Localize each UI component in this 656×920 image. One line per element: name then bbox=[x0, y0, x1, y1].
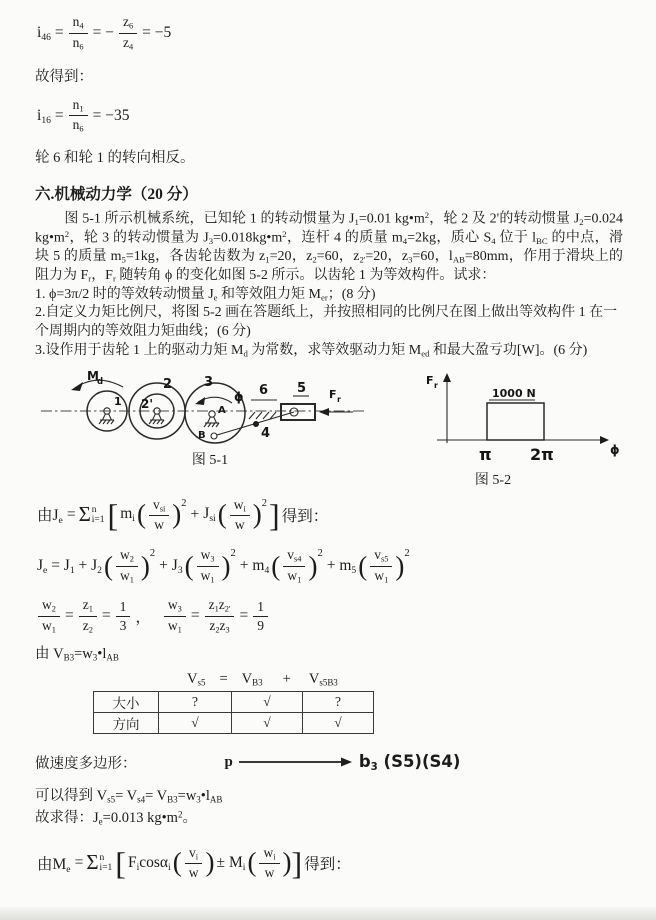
direction-vs5: √ bbox=[159, 712, 232, 733]
fraction-denominator: 3 bbox=[119, 617, 127, 633]
equals-sign: = bbox=[219, 670, 228, 687]
question-1: 1. ϕ=3π/2 时的等效转动惯量 $J_e$ 和等效阻力矩 $M_{er}$；(8 分) bbox=[35, 286, 376, 303]
je-sum-lead: 由$J_e$ bbox=[37, 507, 63, 527]
figure-5-1 bbox=[35, 367, 385, 469]
magnitude-vs5: ? bbox=[159, 691, 232, 712]
fraction-wi-w bbox=[230, 497, 250, 534]
fraction-w3-w1 bbox=[197, 547, 219, 585]
left-paren: ( bbox=[217, 499, 227, 530]
fraction-denominator: $w_1$ bbox=[200, 567, 215, 585]
term-fi-cos: $F_i\cos\alpha_i$ bbox=[127, 853, 171, 873]
right-paren: ) bbox=[308, 550, 318, 581]
question-2: 2.自定义力矩比例尺，将图 5-2 画在答题纸上，并按照相同的比例尺在图上做出等效构件 1 在一个周期内的等效阻力矩曲线；(6 分) bbox=[35, 305, 618, 340]
direction-vs5b3: √ bbox=[303, 712, 374, 733]
force-step-rect bbox=[487, 403, 544, 440]
fraction-numerator: $v_i$ bbox=[185, 845, 202, 865]
fraction-numerator: $v_{s5}$ bbox=[370, 547, 392, 567]
direction-vb3: √ bbox=[232, 712, 303, 733]
gear-2-label: 2 bbox=[163, 376, 173, 392]
exponent-2: 2 bbox=[317, 548, 323, 560]
fraction-vs4-w1 bbox=[283, 547, 305, 585]
table-row-direction bbox=[94, 712, 374, 733]
fraction-wi-w bbox=[259, 845, 279, 882]
velocity-polygon-lead: 做速度多边形： bbox=[35, 755, 137, 772]
fraction-denominator: 9 bbox=[257, 617, 264, 633]
left-paren: ( bbox=[172, 847, 182, 878]
gear-2p-label: 2' bbox=[141, 396, 154, 411]
so-get-text: 故得到： bbox=[35, 69, 93, 86]
fraction-w2-w1 bbox=[116, 547, 138, 585]
comma: ， bbox=[135, 609, 151, 627]
fraction-numerator: $z_1z_{2'}$ bbox=[205, 597, 235, 617]
vb3-relation: 由 $V_{B3}=w_3•l_{AB}$ bbox=[35, 646, 119, 664]
vector-vb3: $V_{B3}$ bbox=[241, 670, 263, 688]
equals-sign: = bbox=[74, 853, 84, 871]
plus-sign: + bbox=[282, 670, 291, 687]
fraction-w2-w1 bbox=[38, 597, 60, 635]
sigma-symbol: Σ bbox=[86, 850, 99, 875]
guide-hatching bbox=[249, 412, 276, 419]
fraction-denominator: $w_1$ bbox=[167, 617, 182, 635]
formula-i16-result: = −35 bbox=[92, 106, 130, 124]
vector-equation bbox=[187, 671, 623, 688]
right-paren: ) bbox=[221, 550, 231, 581]
left-bracket: [ bbox=[115, 844, 126, 881]
equals-sign: = bbox=[54, 24, 64, 42]
result-velocities: 可以得到 $V_{s5}= V_{s4}=$ $V_{B3}=w_3•l_{AB}$ bbox=[35, 787, 223, 805]
fraction-numerator: $w_i$ bbox=[259, 845, 279, 865]
left-paren: ( bbox=[358, 550, 368, 581]
link-4-label: 4 bbox=[261, 425, 271, 441]
fraction-z6-z4 bbox=[119, 14, 137, 52]
term-j3: + $J_3$ bbox=[159, 556, 183, 576]
je-exp-lhs: $J_e = J_1 + J_2$ bbox=[37, 556, 102, 576]
right-paren: ) bbox=[282, 847, 292, 878]
gear-3-label: 3 bbox=[204, 374, 214, 390]
fraction-numerator: $w_3$ bbox=[164, 597, 186, 617]
right-bracket: ] bbox=[291, 844, 303, 881]
fraction-denominator: $z_2$ bbox=[82, 617, 93, 635]
fraction-vi-w bbox=[185, 845, 203, 882]
point-a-label: A bbox=[218, 404, 226, 416]
gear-1-label: 1 bbox=[114, 394, 122, 408]
right-paren: ) bbox=[140, 550, 150, 581]
section-heading: 六.机械动力学（20 分） bbox=[35, 185, 198, 203]
fraction-numerator: $w_i$ bbox=[230, 497, 250, 517]
formula-i46 bbox=[35, 14, 623, 52]
fraction-denominator: $z_2z_3$ bbox=[209, 617, 230, 635]
exponent-2: 2 bbox=[181, 497, 187, 509]
polygon-end-label: $b_3$ (S5)(S4) bbox=[358, 751, 461, 773]
fraction-numerator: $v_{si}$ bbox=[149, 497, 169, 517]
figure-5-2 bbox=[413, 367, 653, 489]
point-b-label: B bbox=[198, 429, 206, 441]
formula-me-sum bbox=[35, 845, 623, 882]
right-paren: ) bbox=[395, 550, 405, 581]
sigma-lower: i=1 bbox=[99, 862, 113, 873]
sigma-upper: n bbox=[91, 504, 97, 515]
fraction-numerator: $z_1$ bbox=[79, 597, 97, 617]
force-value-label: 1000 N bbox=[492, 386, 536, 400]
figure-5-2-caption: 图 5-2 bbox=[474, 472, 512, 488]
row-label-magnitude: 大小 bbox=[94, 691, 159, 712]
joint-b-circle bbox=[211, 433, 217, 439]
md-sub-label: d bbox=[97, 376, 104, 387]
fraction-numerator: $z_6$ bbox=[119, 14, 137, 34]
tick-pi: π bbox=[479, 444, 492, 464]
exponent-2: 2 bbox=[230, 548, 236, 560]
sigma-symbol: Σ bbox=[78, 502, 91, 527]
sigma-limits bbox=[100, 853, 113, 874]
rotation-direction-note: 轮 6 和轮 1 的转向相反。 bbox=[35, 150, 195, 167]
left-paren: ( bbox=[136, 499, 146, 530]
x-axis-arrowhead bbox=[600, 436, 609, 444]
formula-i16-lhs: $i_{16}$ bbox=[37, 106, 51, 126]
magnitude-vb3: √ bbox=[232, 691, 303, 712]
velocity-polygon-row bbox=[35, 752, 623, 773]
result-je-value: 故求得：$J_e=0.013$ $kg•m^2$。 bbox=[35, 809, 197, 827]
gear-2-circle bbox=[129, 383, 185, 439]
fraction-denominator: $w_1$ bbox=[374, 567, 389, 585]
je-sum-tail: 得到： bbox=[281, 507, 329, 525]
velocity-polygon-arrow bbox=[239, 756, 353, 768]
fraction-1-3 bbox=[116, 599, 131, 634]
slider-5-label: 5 bbox=[297, 380, 307, 396]
vector-vs5: $V_{s5}$ bbox=[187, 670, 206, 688]
question-3: 3.设作用于齿轮 1 上的驱动力矩 $M_d$ 为常数，求等效驱动力矩 $M_{ed}$ 和最大盈亏功[W]。(6 分) bbox=[35, 342, 588, 359]
fr-label: F bbox=[329, 387, 337, 401]
fraction-denominator: $w_1$ bbox=[42, 617, 56, 635]
fraction-z1-z2 bbox=[79, 597, 97, 635]
term-m5: + $m_5$ bbox=[326, 556, 357, 576]
scan-bottom-shade bbox=[0, 907, 656, 920]
equals-sign: = bbox=[190, 607, 200, 625]
row-label-direction: 方向 bbox=[94, 712, 159, 733]
formula-je-expanded bbox=[35, 547, 623, 585]
term-mi: $M_i$ bbox=[228, 853, 246, 873]
fraction-denominator: $w_1$ bbox=[119, 567, 134, 585]
fraction-numerator: $w_2$ bbox=[116, 547, 138, 567]
term-mi: $m_i$ bbox=[120, 505, 135, 525]
fraction-numerator: $w_2$ bbox=[38, 597, 60, 617]
right-paren: ) bbox=[205, 847, 215, 878]
fraction-denominator: w bbox=[264, 865, 275, 881]
right-paren: ) bbox=[252, 499, 262, 530]
figure-5-1-caption: 图 5-1 bbox=[191, 452, 229, 468]
fr-arrowhead bbox=[319, 408, 329, 416]
figure-5-2-plot bbox=[413, 367, 653, 467]
fraction-numerator: $w_3$ bbox=[197, 547, 219, 567]
plus-sign: + bbox=[190, 505, 200, 523]
left-bracket: [ bbox=[107, 496, 119, 533]
left-paren: ( bbox=[103, 550, 113, 581]
equals-sign: = bbox=[239, 607, 249, 625]
fraction-numerator: $v_{s4}$ bbox=[283, 547, 305, 567]
sigma-limits bbox=[92, 505, 105, 526]
md-arrowhead bbox=[71, 382, 83, 391]
tick-2pi: 2π bbox=[530, 444, 554, 464]
equals-sign: = bbox=[54, 106, 64, 124]
fraction-denominator: $z_4$ bbox=[122, 34, 134, 52]
fraction-vsi-w bbox=[149, 497, 169, 534]
fraction-denominator: $w_1$ bbox=[287, 567, 302, 585]
guide-6-label: 6 bbox=[259, 382, 269, 398]
plus-minus-sign: ± bbox=[216, 853, 225, 871]
link-4-joint-dot bbox=[253, 421, 259, 427]
exponent-2: 2 bbox=[404, 548, 410, 560]
figure-5-1-diagram bbox=[35, 367, 385, 447]
right-bracket: ] bbox=[269, 496, 280, 533]
table-row-magnitude bbox=[94, 691, 374, 712]
fraction-denominator: $n_6$ bbox=[72, 117, 84, 134]
equals-sign: = bbox=[66, 505, 76, 523]
fraction-n1-n6 bbox=[69, 97, 88, 135]
fraction-numerator: 1 bbox=[253, 599, 268, 617]
term-jsi: $J_{si}$ bbox=[203, 505, 216, 525]
me-sum-lead: 由$M_e$ bbox=[37, 855, 71, 875]
magnitude-vs5b3: ? bbox=[303, 691, 374, 712]
left-paren: ( bbox=[247, 847, 257, 878]
figures-row bbox=[35, 367, 623, 489]
y-axis-arrowhead bbox=[443, 373, 451, 382]
pivot-gear-1 bbox=[99, 407, 114, 423]
fraction-n4-n6 bbox=[69, 14, 88, 52]
fraction-denominator: w bbox=[154, 517, 164, 533]
fraction-w3-w1 bbox=[164, 597, 186, 635]
phi-label: ϕ bbox=[234, 389, 244, 404]
formula-je-sum bbox=[35, 497, 623, 534]
pivot-gear-3 bbox=[204, 410, 219, 426]
left-paren: ( bbox=[184, 550, 194, 581]
me-sum-tail: 得到： bbox=[304, 855, 351, 873]
right-paren: ) bbox=[172, 499, 182, 530]
fraction-denominator: w bbox=[234, 517, 245, 533]
exponent-2: 2 bbox=[261, 497, 268, 509]
equals-sign: = bbox=[64, 607, 74, 625]
x-axis-label: ϕ bbox=[610, 442, 620, 457]
vector-vs5b3: $V_{s5B3}$ bbox=[308, 670, 338, 688]
y-axis-label-sub: r bbox=[434, 380, 438, 390]
vector-analysis-table bbox=[93, 691, 374, 734]
fraction-z1z2p-z2z3 bbox=[205, 597, 235, 635]
left-paren: ( bbox=[271, 550, 281, 581]
md-label: M bbox=[87, 368, 99, 383]
formula-i46-result: = −5 bbox=[142, 24, 172, 42]
formula-i16 bbox=[35, 97, 623, 135]
equals-sign: = bbox=[101, 607, 111, 625]
y-axis-label: F bbox=[426, 373, 434, 387]
fraction-vs5-w1 bbox=[370, 547, 392, 585]
fraction-numerator: 1 bbox=[116, 599, 131, 617]
sigma-upper: n bbox=[99, 852, 105, 863]
fr-sub-label: r bbox=[337, 394, 341, 404]
fraction-1-9 bbox=[253, 599, 268, 634]
problem-statement: 图 5-1 所示机械系统，已知轮 1 的转动惯量为 $J_1=0.01$ $kg•m^2$，轮 2 及 2'的转动惯量 $J_2=0.024$ $kg•m^2$，轮 3 的转动惯量为 $J_3=0.018kg•m^2$，连杆 4 的质量 $m_4=2kg$，质心 $S_4$ 位于 $l_{BC}$ 的中点，滑块 5 的质量 $m_5=1kg$，各齿轮齿数为 $z_1=20$，$z_2=60$，$z_{2'}=20$，$z_3=60$，$l_{AB}=80mm$，作用于滑块上的阻力为 $F_r$，$F_r$ 随转角 ϕ 的变化如图 5-2 所示。以齿轮 1 为等效构件。试求： bbox=[35, 209, 624, 284]
fraction-denominator: w bbox=[188, 865, 199, 881]
sigma-lower: i=1 bbox=[91, 514, 105, 525]
fraction-denominator: $n_6$ bbox=[72, 34, 84, 52]
equals-minus: = − bbox=[92, 24, 114, 42]
formula-i46-lhs: $i_{46}$ bbox=[37, 23, 51, 43]
term-m4: + $m_4$ bbox=[239, 556, 270, 576]
pole-point-p: p bbox=[224, 753, 233, 770]
fraction-numerator: $n_4$ bbox=[69, 14, 88, 34]
exponent-2: 2 bbox=[149, 548, 156, 560]
formula-speed-ratios bbox=[35, 597, 623, 635]
fraction-numerator: $n_1$ bbox=[69, 97, 88, 117]
phi-arrowhead bbox=[195, 397, 205, 405]
